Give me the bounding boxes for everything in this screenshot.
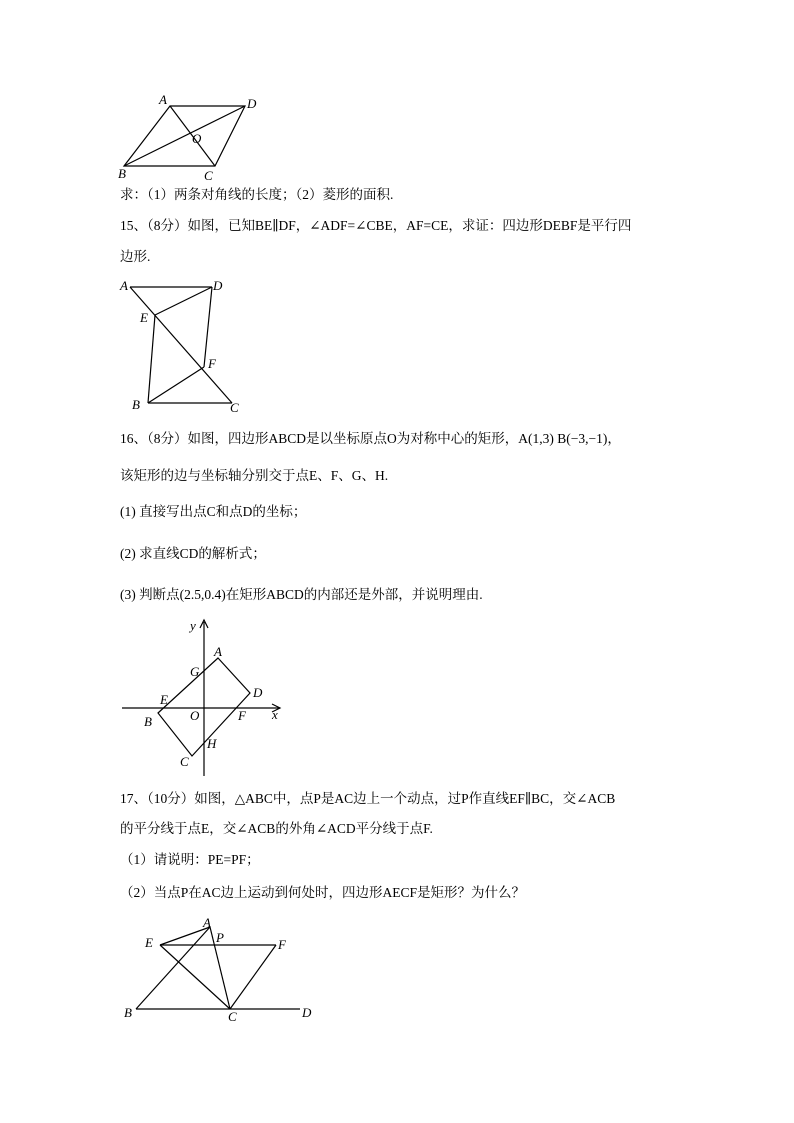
label-a: A bbox=[120, 278, 128, 293]
segment-fc bbox=[230, 945, 276, 1009]
label-c: C bbox=[180, 754, 189, 769]
label-o: O bbox=[190, 708, 200, 723]
label-d: D bbox=[213, 278, 223, 293]
q16-text-line2: 该矩形的边与坐标轴分别交于点E、F、G、H. bbox=[120, 468, 389, 483]
label-e: E bbox=[160, 692, 168, 707]
label-o: O bbox=[192, 131, 202, 146]
label-b: B bbox=[144, 714, 152, 729]
label-e: E bbox=[140, 310, 148, 325]
q16-coordinate-figure bbox=[118, 616, 293, 781]
label-a: A bbox=[159, 92, 167, 107]
label-b: B bbox=[118, 166, 126, 181]
label-b: B bbox=[132, 397, 140, 412]
label-e: E bbox=[145, 935, 153, 950]
segment-ed bbox=[155, 287, 212, 315]
label-g: G bbox=[190, 664, 200, 679]
rhombus-figure bbox=[110, 90, 270, 185]
label-d: D bbox=[302, 1005, 312, 1020]
segment-df bbox=[204, 287, 212, 367]
label-a: A bbox=[203, 915, 211, 930]
label-f: F bbox=[238, 708, 246, 723]
label-x: x bbox=[272, 707, 278, 722]
label-c: C bbox=[230, 400, 239, 415]
label-d: D bbox=[247, 96, 257, 111]
q17-text-line2: 的平分线于点E，交∠ACB的外角∠ACD平分线于点F. bbox=[120, 821, 433, 836]
label-h: H bbox=[207, 736, 217, 751]
q15-figure bbox=[112, 276, 247, 416]
q16-sub3: (3) 判断点(2.5,0.4)在矩形ABCD的内部还是外部，并说明理由. bbox=[120, 587, 483, 602]
label-f: F bbox=[278, 937, 286, 952]
q16-sub2: (2) 求直线CD的解析式； bbox=[120, 546, 266, 561]
q16-text-line1: 16、（8分）如图，四边形ABCD是以坐标原点O为对称中心的矩形，A(1,3) B(−3,−1)， bbox=[120, 431, 621, 446]
segment-ac bbox=[130, 287, 232, 403]
label-y: y bbox=[190, 618, 196, 633]
q15-text-line1: 15、（8分）如图，已知BE∥DF，∠ADF=∠CBE，AF=CE，求证：四边形DEBF是平行四 bbox=[120, 218, 632, 233]
label-f: F bbox=[208, 356, 216, 371]
segment-eb bbox=[148, 315, 155, 403]
q16-sub1: (1) 直接写出点C和点D的坐标； bbox=[120, 504, 307, 519]
label-p: P bbox=[216, 930, 224, 945]
q14-question-tail: 求：（1）两条对角线的长度；（2）菱形的面积. bbox=[120, 187, 394, 202]
q17-figure bbox=[118, 915, 328, 1025]
label-d: D bbox=[253, 685, 263, 700]
diagonal-bd bbox=[124, 106, 245, 166]
q15-text-line2: 边形. bbox=[120, 249, 151, 264]
segment-bf bbox=[148, 367, 204, 403]
label-c: C bbox=[204, 168, 213, 183]
q17-text-line1: 17、（10分）如图，△ABC中，点P是AC边上一个动点，过P作直线EF∥BC，交∠ACB bbox=[120, 791, 616, 806]
label-a: A bbox=[214, 644, 222, 659]
q17-sub1: （1）请说明：PE=PF； bbox=[120, 852, 260, 867]
q17-sub2: （2）当点P在AC边上运动到何处时，四边形AECF是矩形？为什么？ bbox=[120, 885, 526, 900]
label-c: C bbox=[228, 1009, 237, 1024]
segment-ec bbox=[160, 945, 230, 1009]
label-b: B bbox=[124, 1005, 132, 1020]
